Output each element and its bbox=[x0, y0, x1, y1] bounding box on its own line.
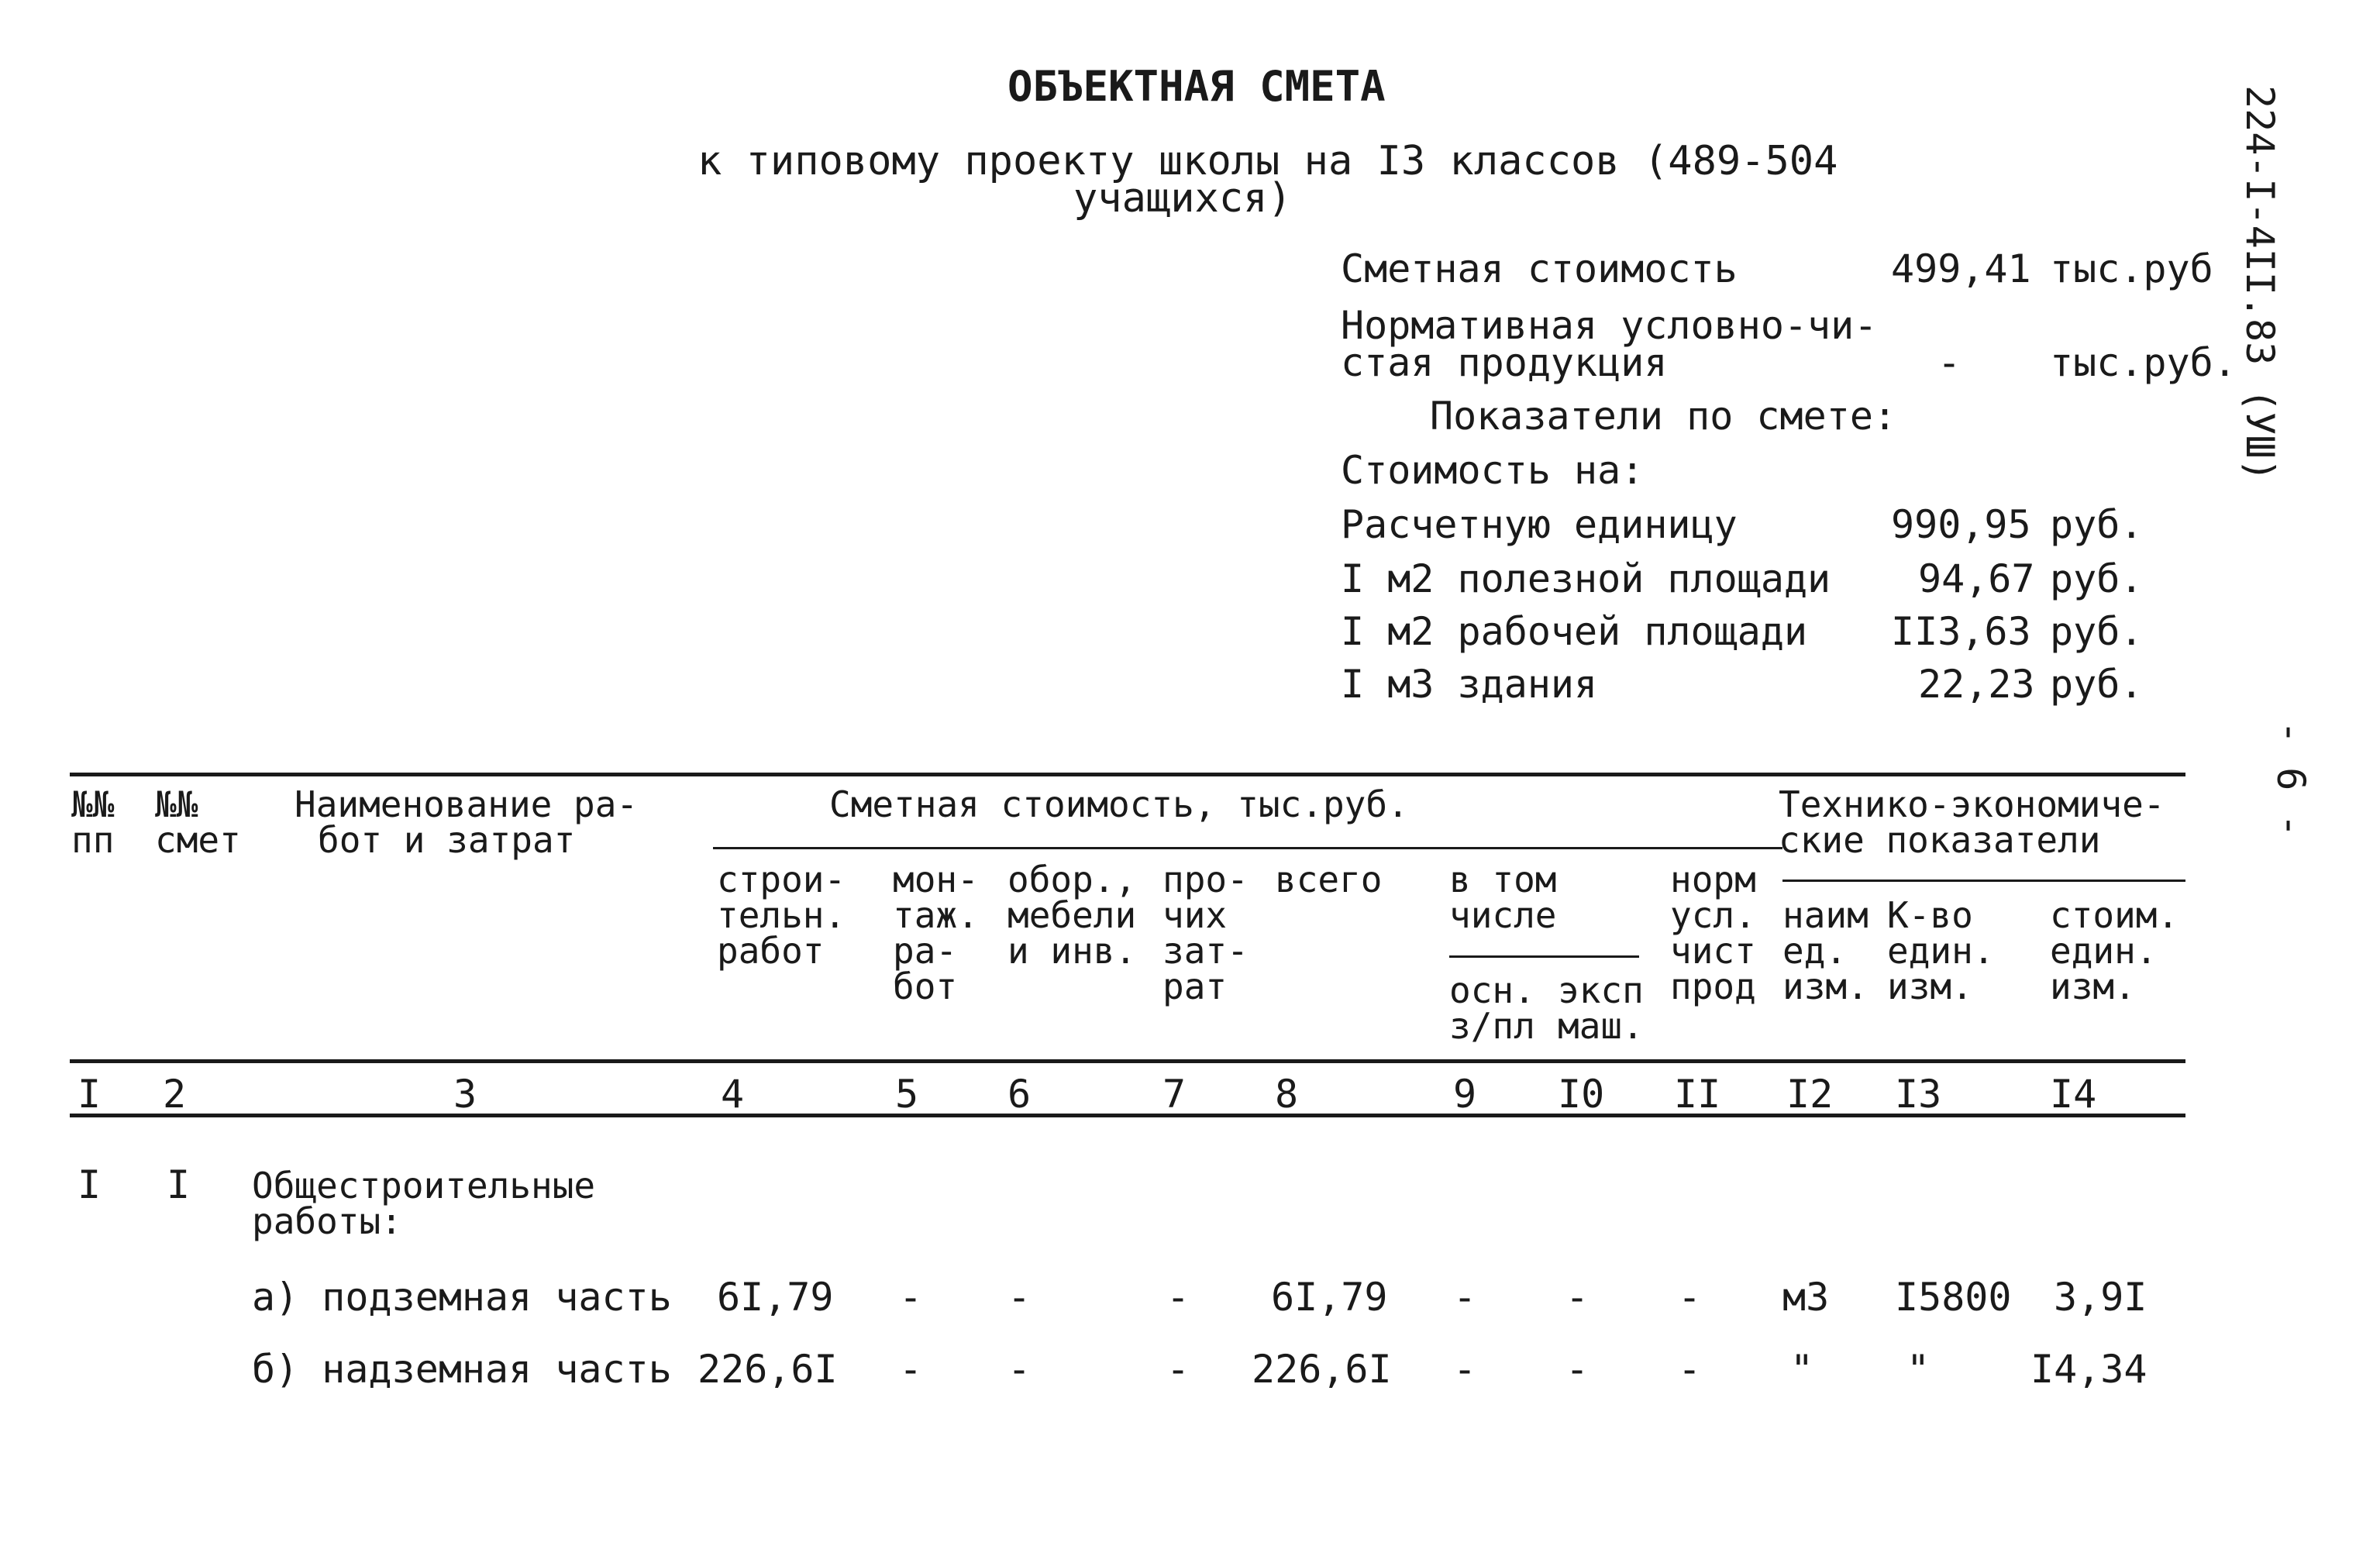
cell-vsego: 6I,79 bbox=[1271, 1275, 1388, 1320]
cell-naim: м3 bbox=[1782, 1275, 1830, 1320]
header-stoim: стоим. един. изм. bbox=[2050, 894, 2179, 1007]
column-number: I3 bbox=[1895, 1072, 1942, 1117]
cell-proch: - bbox=[1166, 1275, 1190, 1320]
row-name: а) подземная часть bbox=[252, 1275, 672, 1320]
norm-label-2: стая продукция bbox=[1341, 340, 1668, 385]
header-proch: про- чих зат- рат bbox=[1162, 859, 1249, 1007]
indicator-label: Расчетную единицу bbox=[1341, 502, 1738, 547]
header-eksp: эксп маш. bbox=[1558, 969, 1644, 1047]
cell-naim: " bbox=[1790, 1347, 1814, 1392]
indicator-unit: руб. bbox=[2050, 609, 2144, 654]
header-naim: наим ед. изм. bbox=[1782, 894, 1869, 1007]
document-subtitle-line2: учащихся) bbox=[1073, 175, 1292, 222]
column-number: I bbox=[77, 1072, 102, 1117]
column-number: 3 bbox=[453, 1072, 477, 1117]
header-pp: №№ пп bbox=[71, 783, 115, 861]
header-vtom: в том числе bbox=[1449, 859, 1557, 936]
colnum-bottom-rule bbox=[70, 1114, 2185, 1117]
header-name: Наименование ра- бот и затрат bbox=[294, 783, 639, 861]
column-number: 6 bbox=[1007, 1072, 1032, 1117]
cell-vsego: 226,6I bbox=[1252, 1347, 1392, 1392]
column-number: I2 bbox=[1786, 1072, 1834, 1117]
section-pp: I bbox=[77, 1162, 102, 1207]
indicator-value: 990,95 bbox=[1891, 502, 2031, 547]
cell-proch: - bbox=[1166, 1347, 1190, 1392]
column-number: 2 bbox=[163, 1072, 187, 1117]
column-number: I4 bbox=[2050, 1072, 2097, 1117]
page-number: - 6 - bbox=[2268, 721, 2313, 838]
cost-per-label: Стоимость на: bbox=[1341, 448, 1645, 493]
cell-kvo: " bbox=[1906, 1347, 1931, 1392]
cost-unit: тыс.руб bbox=[2050, 246, 2213, 291]
indicator-unit: руб. bbox=[2050, 502, 2144, 547]
cell-mont: - bbox=[899, 1275, 923, 1320]
cell-stoim: I4,34 bbox=[2030, 1347, 2148, 1392]
document-code: 224-I-4II.83 (УШ) bbox=[2237, 85, 2282, 482]
cell-stroi: 6I,79 bbox=[717, 1275, 834, 1320]
cell-stroi: 226,6I bbox=[697, 1347, 838, 1392]
column-number: 5 bbox=[895, 1072, 919, 1117]
cost-value: 499,41 bbox=[1891, 246, 2031, 291]
vtom-rule bbox=[1449, 955, 1639, 958]
cell-osn: - bbox=[1453, 1347, 1477, 1392]
cell-norm: - bbox=[1678, 1275, 1702, 1320]
header-vsego: всего bbox=[1275, 859, 1383, 900]
document-subtitle-line1: к типовому проекту школы на I3 классов (489-504 bbox=[697, 138, 1838, 184]
indicator-unit: руб. bbox=[2050, 662, 2144, 707]
header-stroi: строи- тельн. работ bbox=[717, 859, 846, 972]
cell-norm: - bbox=[1678, 1347, 1702, 1392]
norm-label-1: Нормативная условно-чи- bbox=[1341, 303, 1878, 348]
header-tech-group: Технико-экономиче- ские показатели bbox=[1779, 783, 2165, 861]
column-number: 7 bbox=[1162, 1072, 1187, 1117]
column-number: 8 bbox=[1275, 1072, 1299, 1117]
cell-eksp: - bbox=[1565, 1347, 1590, 1392]
cell-kvo: I5800 bbox=[1895, 1275, 2012, 1320]
indicator-label: I м2 полезной площади bbox=[1341, 556, 1831, 601]
cost-label: Сметная стоимость bbox=[1341, 246, 1738, 291]
row-name: б) надземная часть bbox=[252, 1347, 672, 1392]
column-number: II bbox=[1674, 1072, 1721, 1117]
document-title: ОБЪЕКТНАЯ СМЕТА bbox=[1007, 62, 1386, 111]
cell-obor: - bbox=[1007, 1275, 1032, 1320]
header-bottom-rule bbox=[70, 1059, 2185, 1063]
header-smet: №№ смет bbox=[155, 783, 241, 861]
column-number: 9 bbox=[1453, 1072, 1477, 1117]
cell-obor: - bbox=[1007, 1347, 1032, 1392]
column-number: 4 bbox=[721, 1072, 745, 1117]
indicator-label: I м2 рабочей площади bbox=[1341, 609, 1808, 654]
indicator-unit: руб. bbox=[2050, 556, 2144, 601]
indicators-header: Показатели по смете: bbox=[1430, 394, 1897, 439]
indicator-value: 94,67 bbox=[1918, 556, 2035, 601]
indicator-label: I м3 здания bbox=[1341, 662, 1598, 707]
cell-eksp: - bbox=[1565, 1275, 1590, 1320]
table-top-rule bbox=[70, 773, 2185, 776]
norm-unit: тыс.руб. bbox=[2050, 340, 2237, 385]
indicator-value: II3,63 bbox=[1891, 609, 2031, 654]
norm-value: - bbox=[1937, 340, 1962, 385]
cell-stoim: 3,9I bbox=[2054, 1275, 2148, 1320]
cost-group-rule bbox=[713, 847, 1782, 849]
header-osn: осн. з/пл bbox=[1449, 969, 1535, 1047]
indicator-value: 22,23 bbox=[1918, 662, 2035, 707]
tech-group-rule bbox=[1782, 880, 2185, 882]
column-number: I0 bbox=[1558, 1072, 1605, 1117]
header-obor: обор., мебели и инв. bbox=[1007, 859, 1137, 972]
header-norm: норм усл. чист прод bbox=[1670, 859, 1756, 1007]
header-kvo: К-во един. изм. bbox=[1887, 894, 1995, 1007]
header-cost-group: Сметная стоимость, тыс.руб. bbox=[829, 783, 1409, 825]
cell-mont: - bbox=[899, 1347, 923, 1392]
section-smet: I bbox=[167, 1162, 191, 1207]
header-mont: мон- таж. ра- бот bbox=[893, 859, 979, 1007]
cell-osn: - bbox=[1453, 1275, 1477, 1320]
section-name: Общестроительные работы: bbox=[252, 1165, 596, 1242]
